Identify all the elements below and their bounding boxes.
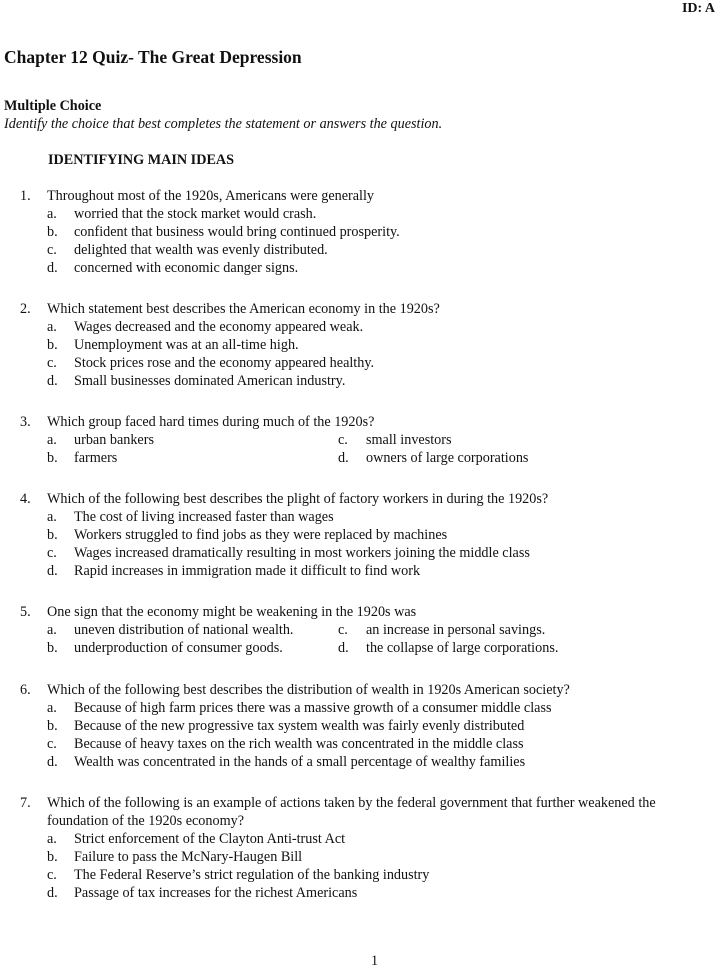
option-c [0, 544, 721, 562]
option-letter: c. [338, 432, 348, 448]
option-letter: c. [47, 355, 57, 371]
option-letter: c. [47, 867, 57, 883]
question-text: Throughout most of the 1920s, Americans were generally [47, 188, 375, 204]
option-c [0, 735, 721, 753]
option-text: underproduction of consumer goods. [74, 640, 283, 656]
option-letter: d. [47, 885, 58, 901]
option-text: an increase in personal savings. [366, 622, 546, 638]
question-6 [0, 681, 721, 771]
question-number: 1. [20, 188, 31, 204]
option-letter: a. [47, 509, 57, 525]
option-letter: d. [338, 640, 349, 656]
option-text: uneven distribution of national wealth. [74, 622, 294, 638]
instructions: Identify the choice that best completes the statement or answers the question. [4, 116, 443, 132]
option-text: farmers [74, 450, 118, 466]
option-text: Wages decreased and the economy appeared weak. [74, 319, 364, 335]
option-text: Because of heavy taxes on the rich wealth was concentrated in the middle class [74, 736, 524, 752]
option-text: owners of large corporations [366, 450, 529, 466]
option-letter: d. [47, 260, 58, 276]
option-text: urban bankers [74, 432, 154, 448]
option-letter: c. [47, 736, 57, 752]
option-c [0, 241, 721, 259]
question-text: Which group faced hard times during much of the 1920s? [47, 414, 375, 430]
document-id: ID: A [681, 1, 715, 16]
option-text: Workers struggled to find jobs as they were replaced by machines [74, 527, 448, 543]
option-text: small investors [366, 432, 452, 448]
option-d [0, 884, 721, 902]
option-text: The Federal Reserve’s strict regulation of the banking industry [74, 867, 430, 883]
option-letter: c. [47, 545, 57, 561]
option-letter: a. [47, 700, 57, 716]
option-b [0, 848, 721, 866]
option-letter: a. [47, 319, 57, 335]
option-text: concerned with economic danger signs. [74, 260, 299, 276]
option-letter: a. [47, 206, 57, 222]
option-letter: b. [47, 640, 58, 656]
option-row [0, 639, 721, 657]
section-heading: Multiple Choice [4, 98, 102, 114]
option-d [0, 372, 721, 390]
option-a [0, 830, 721, 848]
option-text: Rapid increases in immigration made it difficult to find work [74, 563, 421, 579]
option-a [0, 205, 721, 223]
option-d [0, 259, 721, 277]
option-a [0, 699, 721, 717]
option-letter: a. [47, 432, 57, 448]
option-letter: c. [47, 242, 57, 258]
option-letter: b. [47, 450, 58, 466]
option-d [0, 753, 721, 771]
question-text: Which of the following best describes the plight of factory workers in during the 1920s? [47, 491, 549, 507]
option-letter: b. [47, 718, 58, 734]
option-letter: d. [47, 754, 58, 770]
question-3 [0, 413, 721, 467]
question-text: One sign that the economy might be weakening in the 1920s was [47, 604, 417, 620]
option-letter: b. [47, 527, 58, 543]
option-text: Because of high farm prices there was a massive growth of a consumer middle class [74, 700, 552, 716]
question-1 [0, 187, 721, 277]
option-text: Wealth was concentrated in the hands of a small percentage of wealthy families [74, 754, 526, 770]
option-letter: d. [47, 373, 58, 389]
question-text: Which of the following best describes the distribution of wealth in 1920s American society? [47, 682, 570, 698]
option-text: Because of the new progressive tax system wealth was fairly evenly distributed [74, 718, 525, 734]
page-number: 1 [370, 953, 379, 969]
option-row [0, 449, 721, 467]
question-number: 2. [20, 301, 31, 317]
option-text: Small businesses dominated American industry. [74, 373, 346, 389]
option-b [0, 526, 721, 544]
option-letter: a. [47, 622, 57, 638]
option-text: confident that business would bring continued prosperity. [74, 224, 400, 240]
question-number: 4. [20, 491, 31, 507]
option-letter: b. [47, 849, 58, 865]
option-letter: c. [338, 622, 348, 638]
page-title: Chapter 12 Quiz- The Great Depression [4, 47, 302, 67]
question-number: 6. [20, 682, 31, 698]
question-text: Which statement best describes the American economy in the 1920s? [47, 301, 440, 317]
question-4 [0, 490, 721, 580]
option-text: the collapse of large corporations. [366, 640, 559, 656]
option-letter: d. [47, 563, 58, 579]
option-text: The cost of living increased faster than wages [74, 509, 334, 525]
option-text: worried that the stock market would crash. [74, 206, 317, 222]
section-subheading: IDENTIFYING MAIN IDEAS [48, 152, 235, 168]
option-b [0, 223, 721, 241]
option-text: Stock prices rose and the economy appeared healthy. [74, 355, 375, 371]
option-row [0, 621, 721, 639]
question-number: 5. [20, 604, 31, 620]
option-text: Unemployment was at an all-time high. [74, 337, 299, 353]
option-text: delighted that wealth was evenly distributed. [74, 242, 328, 258]
option-letter: b. [47, 337, 58, 353]
option-letter: b. [47, 224, 58, 240]
option-d [0, 562, 721, 580]
option-c [0, 866, 721, 884]
option-a [0, 508, 721, 526]
option-text: Failure to pass the McNary-Haugen Bill [74, 849, 303, 865]
question-2 [0, 300, 721, 390]
question-5 [0, 603, 721, 657]
option-letter: a. [47, 831, 57, 847]
option-text: Passage of tax increases for the richest Americans [74, 885, 358, 901]
question-text: Which of the following is an example of actions taken by the federal government that further weakened the foundation of the 1920s economy? [47, 795, 656, 829]
option-text: Wages increased dramatically resulting in most workers joining the middle class [74, 545, 530, 561]
option-row [0, 431, 721, 449]
question-number: 3. [20, 414, 31, 430]
option-c [0, 354, 721, 372]
option-a [0, 318, 721, 336]
option-text: Strict enforcement of the Clayton Anti-trust Act [74, 831, 346, 847]
question-7 [0, 794, 721, 902]
question-number: 7. [20, 795, 31, 811]
option-letter: d. [338, 450, 349, 466]
option-b [0, 717, 721, 735]
option-b [0, 336, 721, 354]
